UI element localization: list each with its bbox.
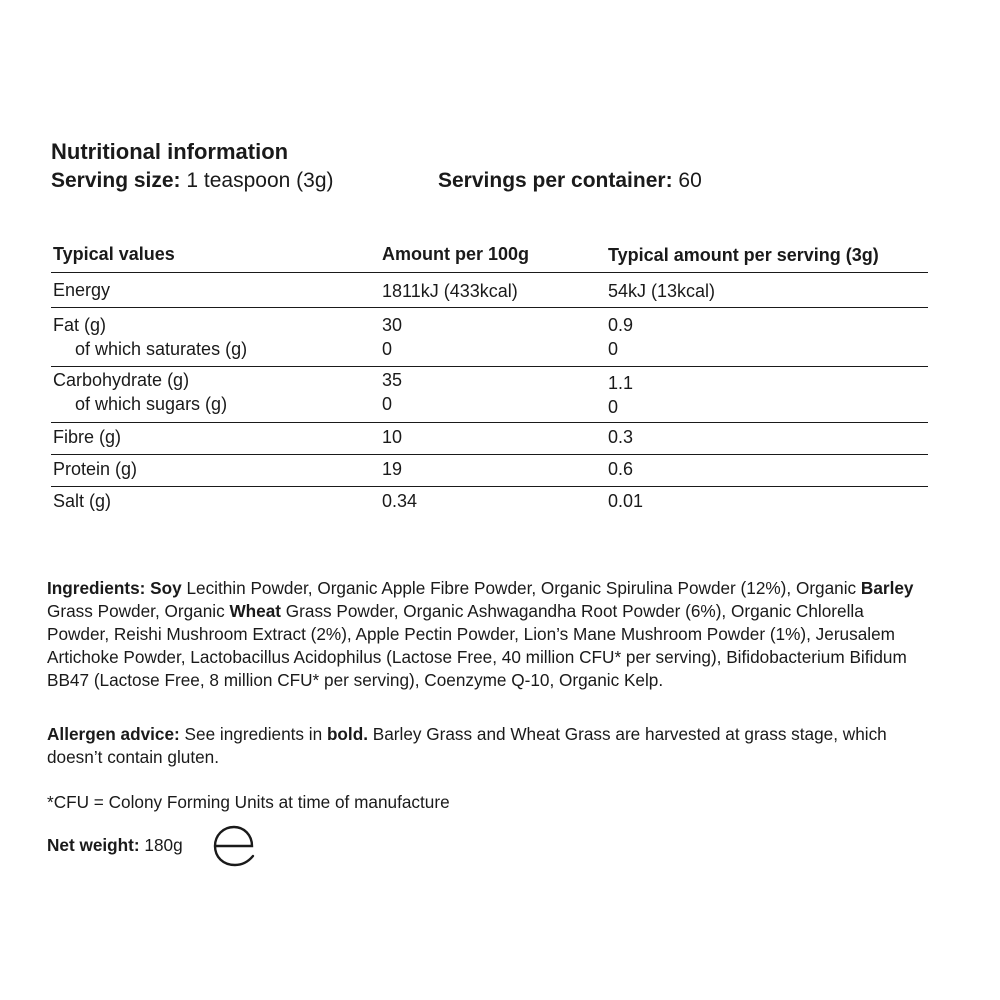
row-saturates-per100: 0 [382,339,393,359]
allergen-text [47,723,927,769]
table-divider [51,486,928,487]
table-divider [51,307,928,308]
allergen-part-2: Barley Grass and Wheat Grass are harvested at grass stage, which doesn’t contain gluten. [47,724,887,767]
table-header-per-serving: Typical amount per serving (3g) [608,245,879,265]
net-weight [47,835,183,856]
row-fibre-per100: 10 [382,427,403,447]
net-weight-value: 180g [139,835,183,855]
ingredients-text [47,577,927,692]
row-protein-per100: 19 [382,459,403,479]
ingredients-section [47,577,927,692]
net-weight-label: Net weight: [47,835,140,855]
table-divider [51,272,928,273]
table-divider [51,422,928,423]
servings-value: 60 [672,169,702,192]
cfu-footnote: *CFU = Colony Forming Units at time of manufacture [47,792,450,812]
ingredients-part-3: Grass Powder, Organic Ashwagandha Root Powder (6%), Organic Chlorella Powder, Reishi Mushroom Extract (2%), Apple Pectin Powder, Lion’s Mane Mushroom Powder (1%), Jerusalem Artichoke Powder, Lactobacillus Acidophilus (Lactose Free, 40 million CFU* per serving), Bifidobacterium Bifidum BB47 (Lactose Free, 8 million CFU* per serving), Coenzyme Q-10, Organic Kelp. [47,601,907,690]
row-carbohydrate-per100: 35 [382,370,403,390]
row-fibre-perserving: 0.3 [608,427,634,447]
row-saturates-label: of which saturates (g) [75,339,248,359]
row-sugars-label: of which sugars (g) [75,394,228,414]
row-energy-perserving: 54kJ (13kcal) [608,281,716,301]
servings-label: Servings per container: [438,169,673,192]
ingredients-part-1: Lecithin Powder, Organic Apple Fibre Powder, Organic Spirulina Powder (12%), Organic [181,578,861,598]
row-sugars-per100: 0 [382,394,393,414]
row-sugars-perserving: 0 [608,397,619,417]
row-energy-per100: 1811kJ (433kcal) [382,281,518,301]
row-fat-perserving: 0.9 [608,315,634,335]
row-fat-per100: 30 [382,315,403,335]
serving-size-label: Serving size: [51,169,181,192]
row-salt-label: Salt (g) [53,491,112,511]
row-protein-perserving: 0.6 [608,459,634,479]
e-mark-icon [212,822,256,870]
allergen-bold-word: bold. [326,724,368,744]
allergen-barley: Barley [860,578,914,598]
table-header-per-100g: Amount per 100g [382,244,530,264]
allergen-part-1: See ingredients in [179,724,327,744]
row-protein-label: Protein (g) [53,459,138,479]
allergen-section [47,723,927,769]
serving-size-value: 1 teaspoon (3g) [180,169,334,192]
row-salt-perserving: 0.01 [608,491,644,511]
row-carbohydrate-label: Carbohydrate (g) [53,370,190,390]
allergen-soy: Soy [150,578,182,598]
label-title: Nutritional information [51,139,289,164]
allergen-wheat: Wheat [229,601,282,621]
table-divider [51,454,928,455]
servings-per-container [438,169,702,193]
serving-size [51,169,334,193]
table-header-typical-values: Typical values [53,244,175,264]
table-divider [51,366,928,367]
row-fat-label: Fat (g) [53,315,107,335]
row-saturates-perserving: 0 [608,339,619,359]
ingredients-label: Ingredients: [47,578,146,598]
row-energy-label: Energy [53,280,111,300]
ingredients-part-2: Grass Powder, Organic [47,601,230,621]
row-carbohydrate-perserving: 1.1 [608,373,634,393]
row-salt-per100: 0.34 [382,491,418,511]
row-fibre-label: Fibre (g) [53,427,122,447]
allergen-label: Allergen advice: [47,724,180,744]
